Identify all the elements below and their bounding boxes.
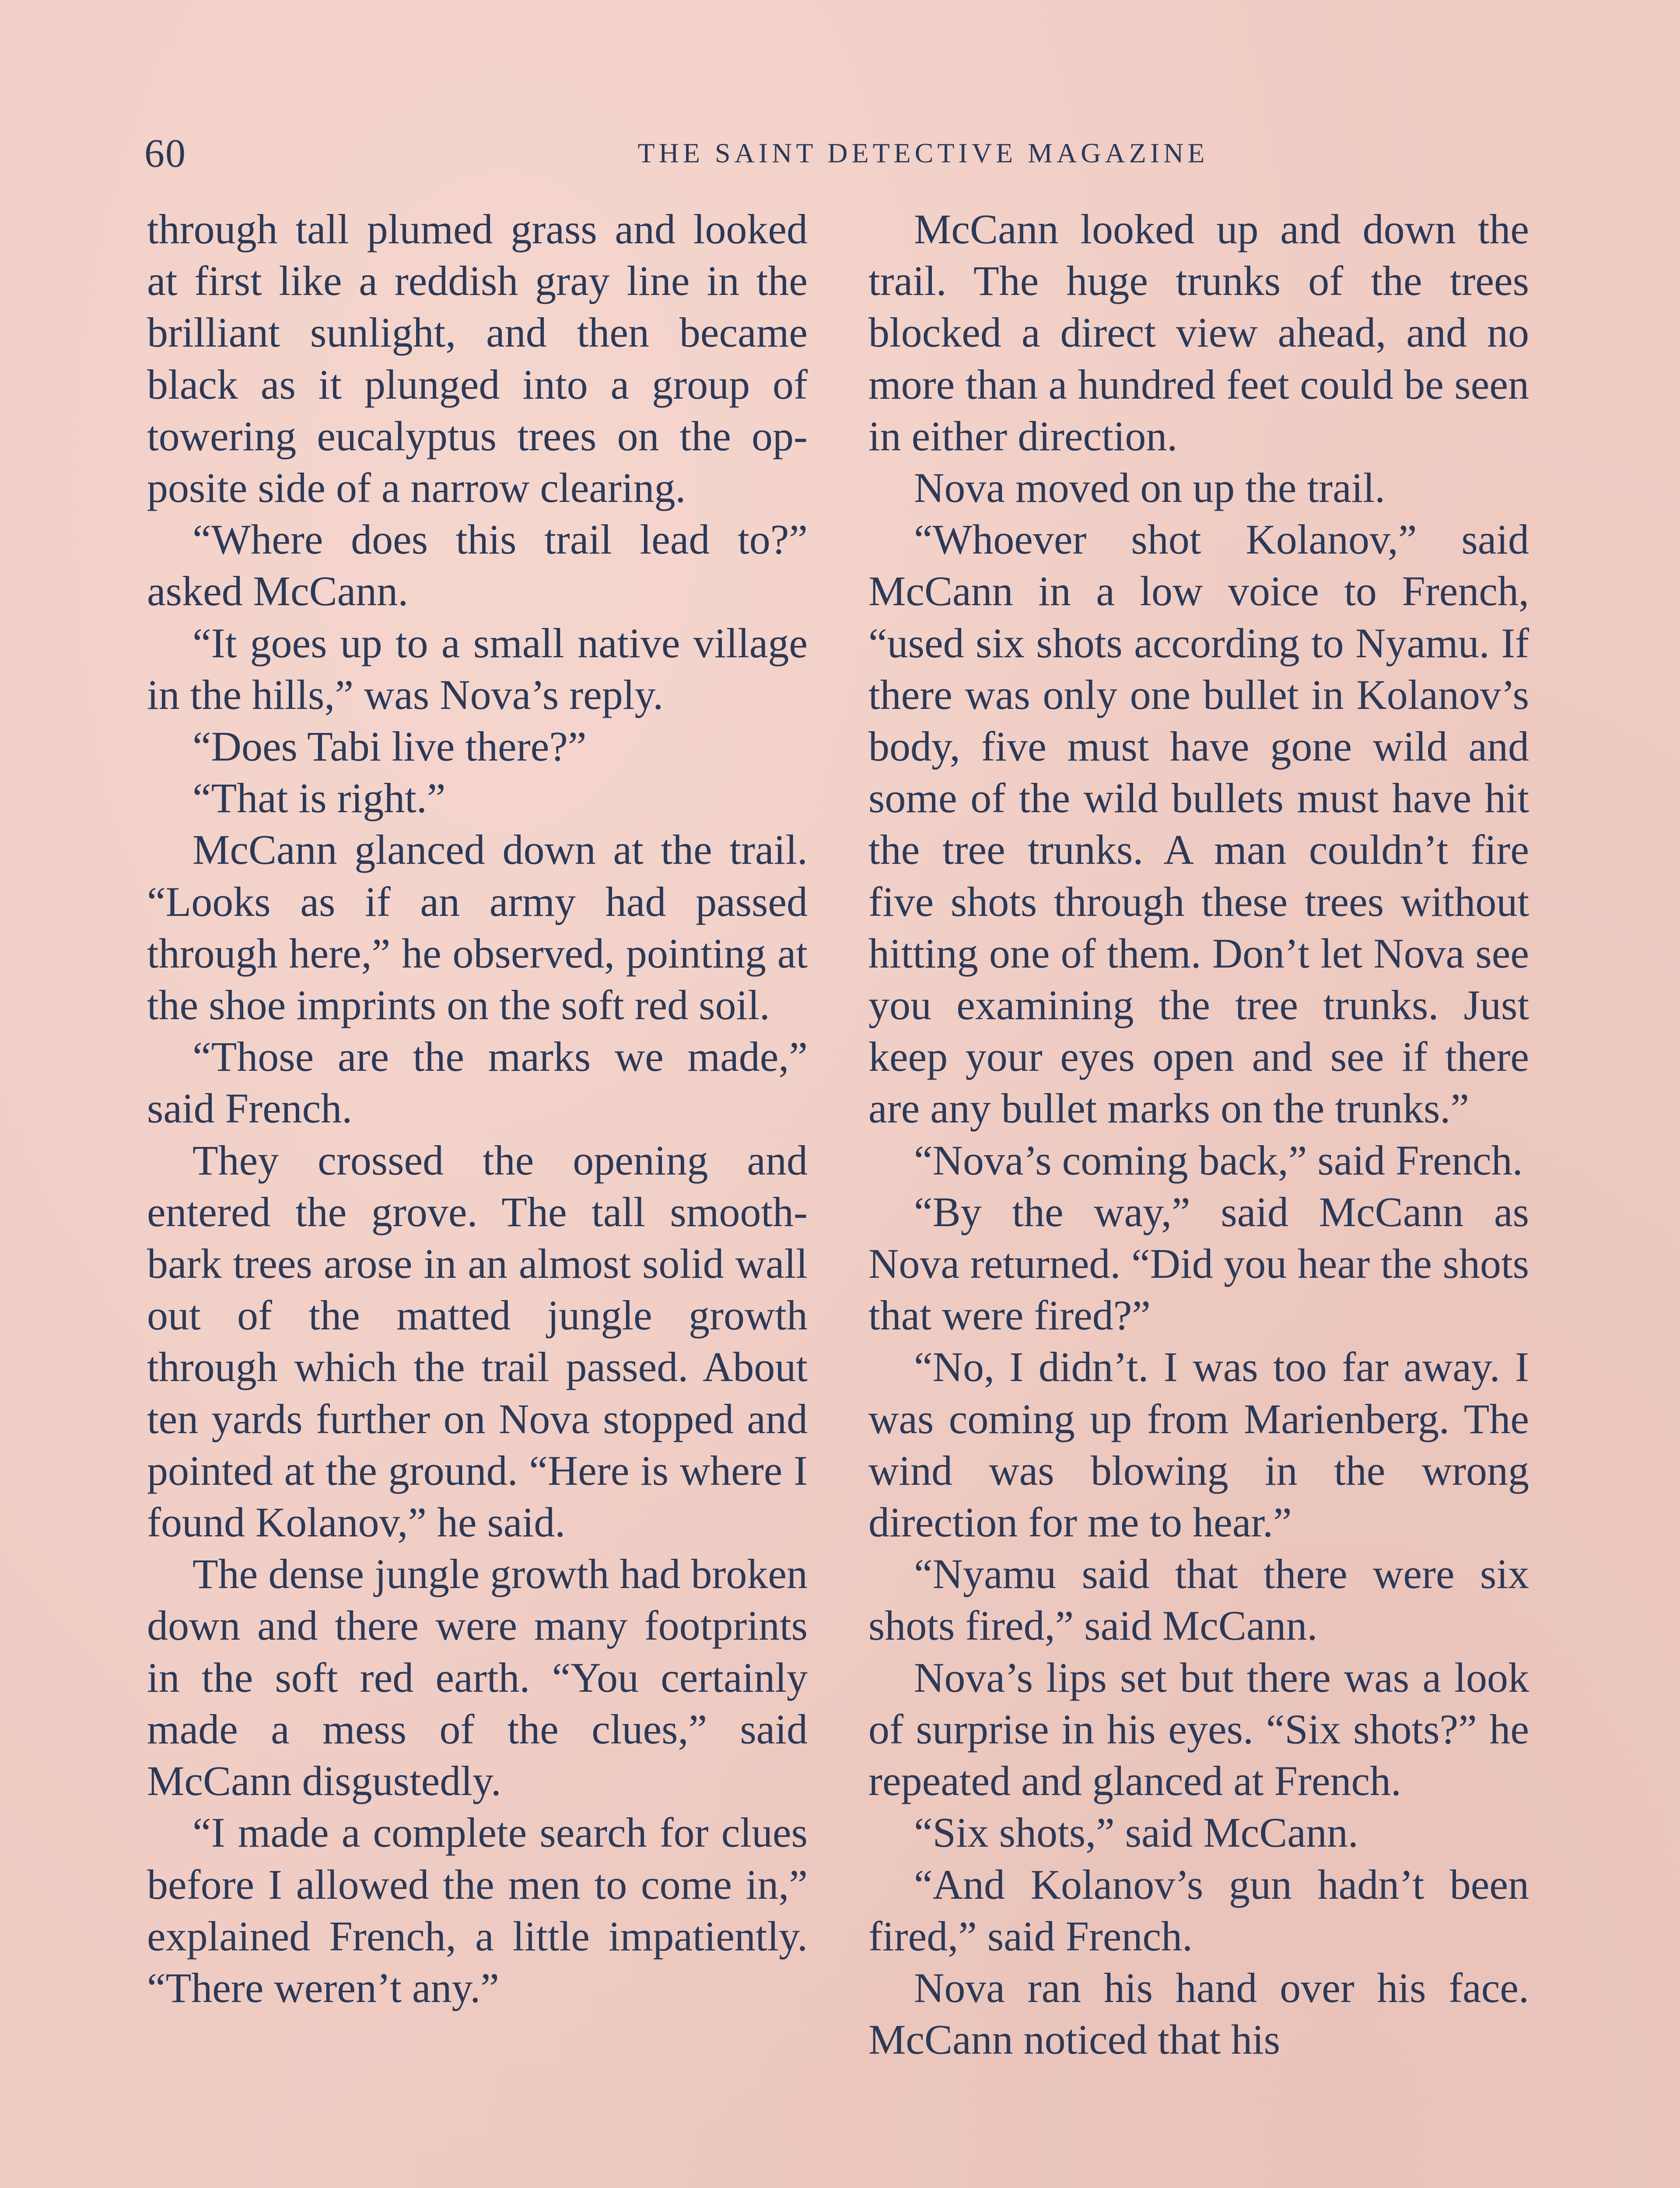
- paragraph: “Nova’s coming back,” said French.: [914, 1136, 1523, 1184]
- paragraph: “Nyamu said that there were six shots fired,” said McCann.: [868, 1550, 1529, 1649]
- left-column: [147, 203, 808, 2014]
- paragraph: “Six shots,” said McCann.: [914, 1809, 1358, 1856]
- paragraph: “That is right.”: [192, 775, 446, 822]
- paragraph: “Whoever shot Kolanov,” said McCann in a low voice to French, “used six shots according to Nyamu. If there was only one bullet in Kolanov’s body, five must have gone wild and some of the wild bullets must have hit the tree trunks. A man couldn’t fire five shots through these trees without hitting one of them. Don’t let Nova see you examining the tree trunks. Just keep your eyes open and see if there are any bullet marks on the trunks.”: [868, 516, 1529, 1132]
- page-header: [144, 125, 1544, 182]
- page-number: 60: [144, 131, 186, 175]
- paragraph: Nova’s lips set but there was a look of surprise in his eyes. “Six shots?” he repeated and glanced at French.: [868, 1654, 1529, 1805]
- paragraph: McCann looked up and down the trail. The huge trunks of the trees blocked a direct view ahead, and no more than a hundred feet could be seen in either direction.: [868, 206, 1529, 459]
- paragraph: “No, I didn’t. I was too far away. I was coming up from Marienberg. The wind was blowing in the wrong direction for me to hear.”: [868, 1343, 1529, 1546]
- paragraph: McCann glanced down at the trail. “Looks as if an army had passed through here,” he observed, pointing at the shoe imprints on the soft red soil.: [147, 826, 808, 1029]
- paragraph: “By the way,” said McCann as Nova returned. “Did you hear the shots that were fired?”: [868, 1188, 1529, 1339]
- paragraph: “Does Tabi live there?”: [192, 723, 587, 770]
- paragraph: “Where does this trail lead to?” asked McCann.: [147, 516, 808, 615]
- paragraph: Nova ran his hand over his face. McCann noticed that his: [868, 1964, 1529, 2063]
- paragraph: They crossed the opening and entered the grove. The tall smooth-bark trees arose in an almost solid wall out of the matted jungle growth through which the trail passed. About ten yards further on Nova stopped and pointed at the ground. “Here is where I found Kolanov,” he said.: [147, 1136, 808, 1546]
- right-column: [868, 203, 1529, 2065]
- paragraph: The dense jungle growth had broken down and there were many footprints in the soft red earth. “You certainly made a mess of the clues,” said McCann disgustedly.: [147, 1550, 808, 1805]
- paragraph: through tall plumed grass and looked at first like a reddish gray line in the brilliant sunlight, and then became black as it plunged into a group of towering eucalyptus trees on the opposite side of a narrow clearing.: [147, 206, 808, 512]
- paragraph: “And Kolanov’s gun hadn’t been fired,” said French.: [868, 1861, 1529, 1960]
- paragraph: “I made a complete search for clues before I allowed the men to come in,” explained French, a little impatiently. “There weren’t any.”: [147, 1809, 808, 2011]
- paragraph: Nova moved on up the trail.: [914, 464, 1386, 512]
- paragraph: “Those are the marks we made,” said French.: [147, 1033, 808, 1132]
- paragraph: “It goes up to a small native village in the hills,” was Nova’s reply.: [147, 619, 808, 718]
- running-title: THE SAINT DETECTIVE MAGAZINE: [637, 137, 1209, 168]
